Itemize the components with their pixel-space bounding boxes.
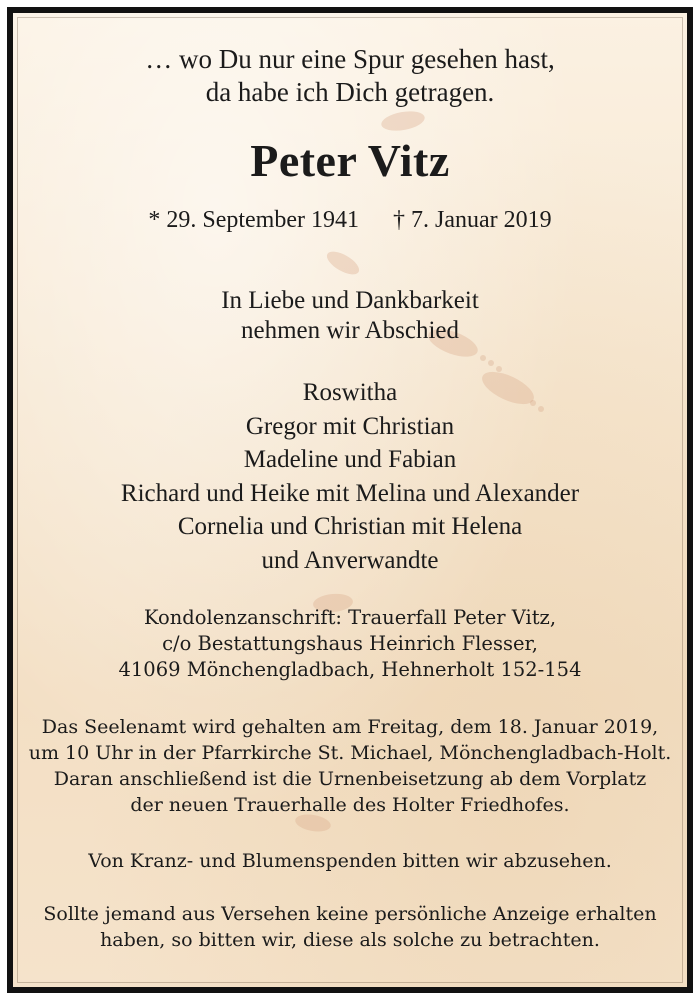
address-line: Kondolenzanschrift: Trauerfall Peter Vitz, — [143, 606, 557, 629]
death-date: † 7. Januar 2019 — [393, 207, 552, 233]
farewell-line: In Liebe und Dankbarkeit — [221, 287, 479, 314]
notice-line: Sollte jemand aus Versehen keine persönliche Anzeige erhalten — [43, 903, 657, 925]
motto-text — [13, 43, 687, 109]
family-line: Roswitha — [302, 379, 398, 406]
condolence-address — [13, 605, 687, 683]
address-line: 41069 Mönchengladbach, Hehnerholt 152-154 — [118, 658, 582, 681]
notice-text — [13, 901, 687, 953]
flowers-request: Von Kranz- und Blumenspenden bitten wir abzusehen. — [88, 850, 612, 872]
obituary-card — [7, 7, 693, 993]
deceased-name: Peter Vitz — [250, 135, 450, 186]
service-line: Das Seelenamt wird gehalten am Freitag, dem 18. Januar 2019, — [41, 716, 659, 738]
life-dates — [13, 205, 687, 235]
family-names — [13, 376, 687, 577]
service-line: Daran anschließend ist die Urnenbeisetzung ab dem Vorplatz — [53, 768, 647, 790]
family-line: Gregor mit Christian — [245, 412, 455, 440]
service-info — [13, 714, 687, 818]
family-line: Cornelia und Christian mit Helena — [177, 513, 523, 540]
farewell-text — [13, 286, 687, 346]
family-line: Madeline und Fabian — [243, 446, 457, 473]
family-line: und Anverwandte — [261, 546, 439, 574]
service-line: um 10 Uhr in der Pfarrkirche St. Michael, Mönchengladbach-Holt. — [28, 742, 672, 764]
motto-line: … wo Du nur eine Spur gesehen hast, — [145, 44, 555, 74]
notice-line: haben, so bitten wir, diese als solche zu betrachten. — [100, 929, 600, 951]
service-line: der neuen Trauerhalle des Holter Friedhofes. — [130, 794, 570, 816]
birth-date: * 29. September 1941 — [148, 207, 359, 233]
address-line: c/o Bestattungshaus Heinrich Flesser, — [162, 632, 538, 655]
family-line: Richard und Heike mit Melina und Alexander — [120, 479, 580, 507]
motto-line: da habe ich Dich getragen. — [205, 77, 495, 107]
farewell-line: nehmen wir Abschied — [240, 317, 459, 344]
